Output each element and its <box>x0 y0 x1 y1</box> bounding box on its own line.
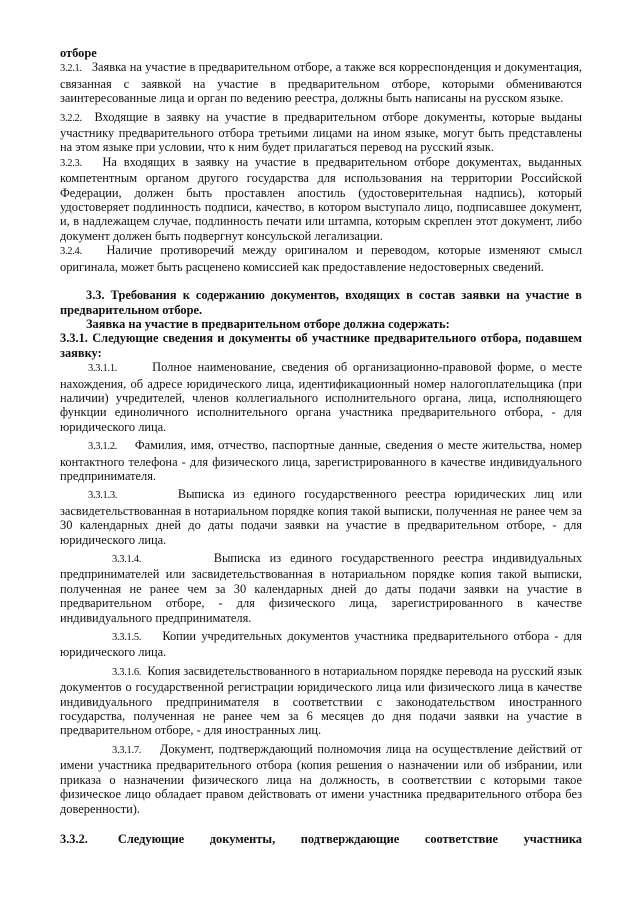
item-number: 3.3.1.2. <box>88 441 118 453</box>
clause-3-3-1-heading <box>60 331 582 360</box>
item-3-3-1-3 <box>60 487 582 547</box>
paragraph-3-2-2 <box>60 110 582 155</box>
item-number: 3.3.1.4. <box>112 554 142 565</box>
item-number: 3.3.1.7. <box>112 744 142 756</box>
section-3-3-subheading: Заявка на участие в предварительном отборе должна содержать: <box>86 316 450 331</box>
clause-number: 3.2.3. <box>60 157 82 169</box>
item-text: Копии учредительных документов участника предварительного отбора - для юридического лица. <box>60 629 582 660</box>
item-3-3-1-1 <box>60 360 582 434</box>
item-text: Копия засвидетельствованного в нотариальном порядке перевода на русский язык документов о государственной регистрации юридического лица или физического лица в качестве индивидуального предпринимателя в соответствии с законодательством иностранного государства, полученная не ранее чем за 6 месяцев до дня подачи заявки на участие в предварительном отборе, - для иностранных лиц. <box>60 663 583 738</box>
clause-text: Следующие сведения и документы об участнике предварительного отбора, подавшем заявку: <box>60 331 582 360</box>
item-3-3-1-5 <box>60 629 582 660</box>
paragraph-3-2-4 <box>60 243 582 274</box>
item-text: Фамилия, имя, отчество, паспортные данные, сведения о месте жительства, номер контактного телефона - для физического лица, зарегистрированного в качестве индивидуального предпринимателя. <box>60 438 582 483</box>
clause-text: Входящие в заявку на участие в предварительном отборе документы, которые выданы участнику предварительного отбора третьими лицами на ином языке, могут быть представлены на этом языке при условии, что к ним будет прилагаться перевод на русский язык. <box>60 109 582 155</box>
clause-number: 3.2.4. <box>60 246 82 258</box>
clause-3-3-2-heading <box>60 832 582 846</box>
item-3-3-1-7 <box>60 742 582 816</box>
document-page <box>60 46 582 846</box>
paragraph-3-2-3 <box>60 155 582 243</box>
top-fragment: отборе <box>60 46 97 60</box>
item-number: 3.3.1.1. <box>88 363 118 375</box>
clause-text: Следующие документы, подтверждающие соответствие участника <box>117 831 582 846</box>
item-number: 3.3.1.3. <box>88 490 118 502</box>
item-3-3-1-6 <box>60 664 582 738</box>
item-text: Полное наименование, сведения об организационно-правовой форме, о месте нахождения, об адресе юридического лица, идентификационный номер налогоплательщика (при наличии) учредителей, членов коллегиального исполнительного органа, лица, исполняющего функции единоличного исполнительного органа участника предварительного отбора, - для юридического лица. <box>60 360 582 434</box>
clause-text: На входящих в заявку на участие в предварительном отборе документах, выданных компетентным органом другого государства для использования на территории Российской Федерации, должен быть проставлен апостиль (удостоверительная надпись), который удостоверяет подлинность подписи, качество, в котором выступало лицо, подписавшее документ, и, в надлежащем случае, подлинность печати или штампа, которым скреплен этот документ, либо документ должен быть подвергнут консульской легализации. <box>60 154 583 243</box>
clause-number: 3.2.2. <box>60 112 82 124</box>
item-3-3-1-4 <box>60 551 582 625</box>
item-text: Выписка из единого государственного реестра индивидуальных предпринимателей или засвидетельствованная в нотариальном порядке копия такой выписки, полученная не ранее чем за 30 календарных дней до даты подачи заявки на участие в предварительном отборе, - для физического лица, зарегистрированного в качестве индивидуального предпринимателя. <box>60 551 583 625</box>
clause-text: Наличие противоречий между оригиналом и переводом, которые изменяют смысл оригинала, может быть расценено комиссией как предоставление недостоверных сведений. <box>60 243 582 274</box>
paragraph-3-2-1 <box>60 60 582 105</box>
item-number: 3.3.1.6. <box>112 666 142 678</box>
item-number: 3.3.1.5. <box>112 632 142 644</box>
item-text: Документ, подтверждающий полномочия лица на осуществление действий от имени участника предварительного отбора (копия решения о назначении или об избрании, или приказа о назначении физического лица на должность, в соответствии с которыми такое физическое лицо обладает правом действовать от имени участника предварительного отбора без доверенности). <box>60 741 582 816</box>
clause-number: 3.2.1. <box>60 63 82 75</box>
clause-text: Заявка на участие в предварительном отборе, а также вся корреспонденция и документация, связанная с заявкой на участие в предварительном отборе, которыми обмениваются заинтересованные лица и орган по ведению реестра, должны быть написаны на русском языке. <box>60 60 583 106</box>
section-3-3-heading: 3.3. Требования к содержанию документов, входящих в состав заявки на участие в предварительном отборе. <box>60 288 582 317</box>
item-3-3-1-2 <box>60 438 582 483</box>
item-text: Выписка из единого государственного реестра юридических лиц или засвидетельствованная в нотариальном порядке копия такой выписки, полученная не ранее чем за 30 календарных дней до даты подачи заявки на участие в предварительном отборе, - для юридического лица. <box>60 487 582 547</box>
clause-number: 3.3.1. <box>60 331 88 346</box>
clause-number: 3.3.2. <box>60 831 88 846</box>
